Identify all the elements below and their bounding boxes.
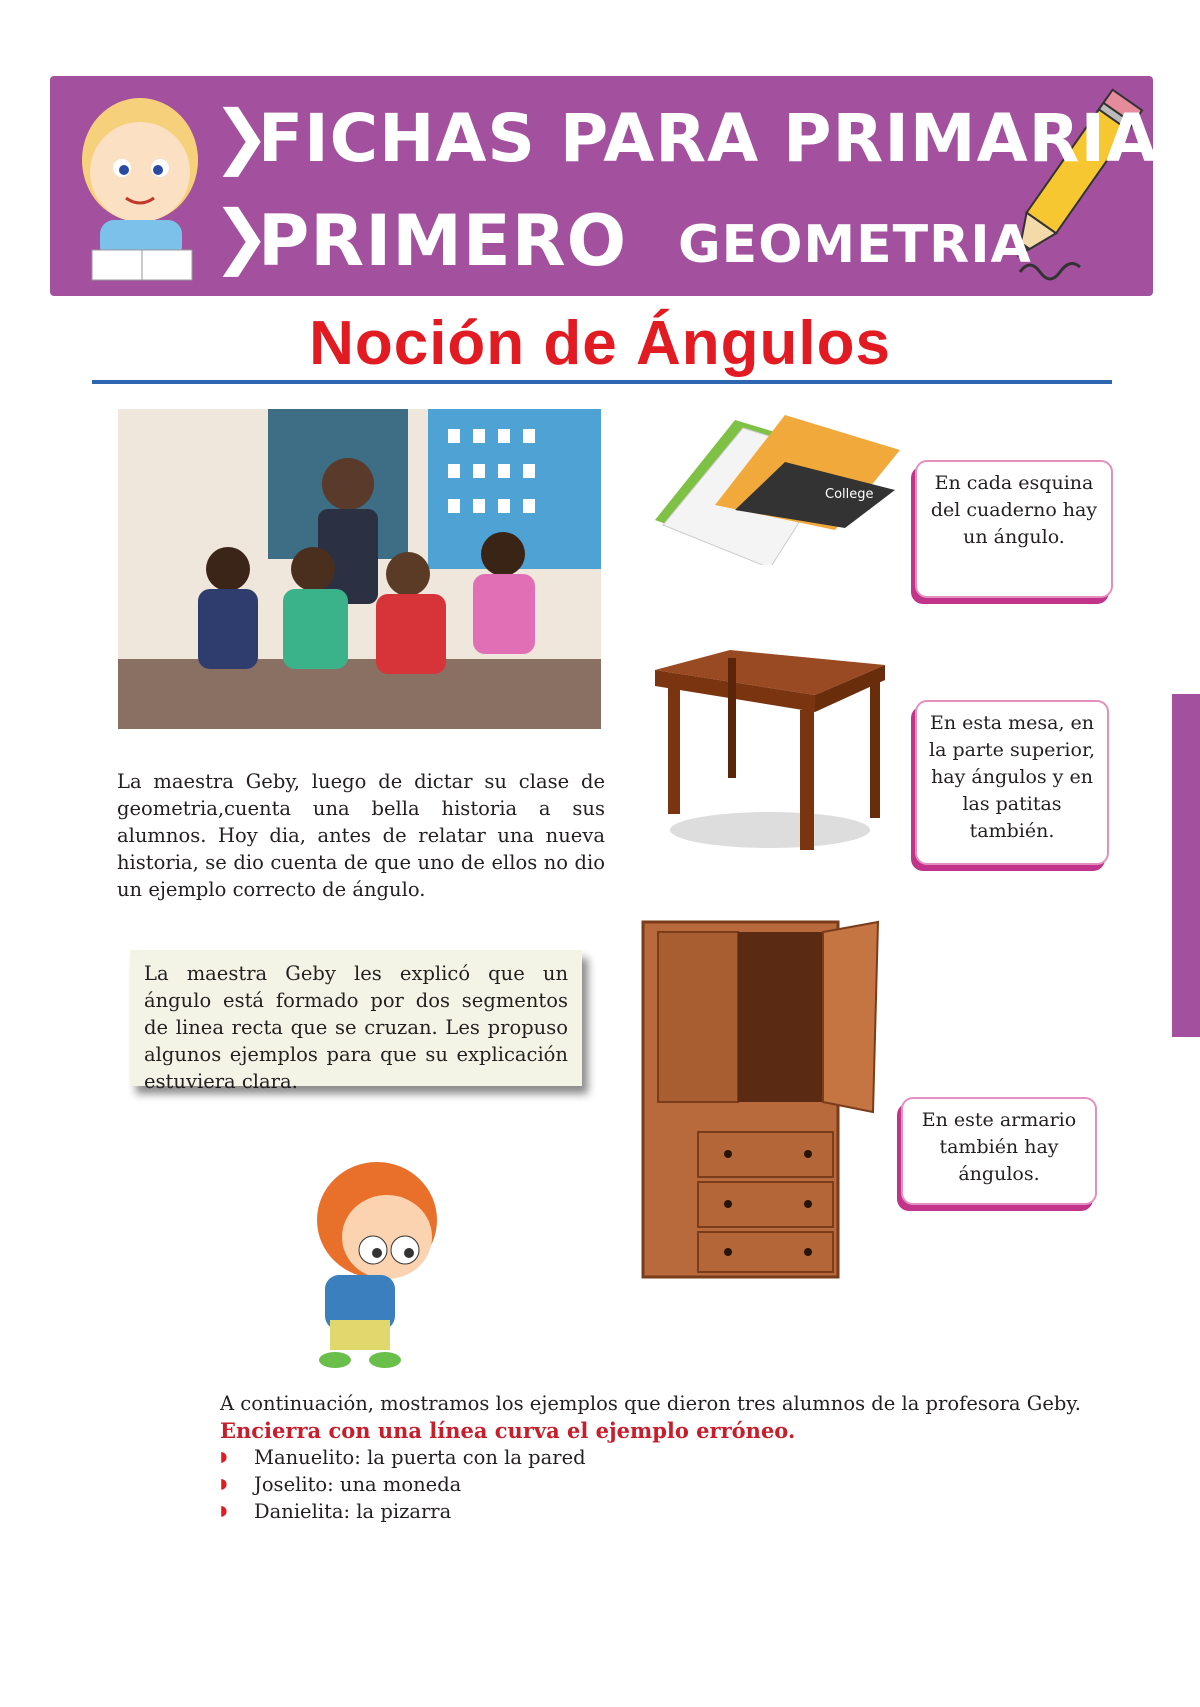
callout-table: En esta mesa, en la parte superior, hay ángulos y en las patitas también. <box>915 700 1109 865</box>
page-title: Noción de Ángulos <box>309 309 891 378</box>
list-item: ◗ Manuelito: la puerta con la pared <box>220 1446 586 1469</box>
bullet-icon: ◗ <box>220 1449 228 1465</box>
title-divider <box>92 380 1112 384</box>
boy-reading-illustration <box>52 80 222 295</box>
chevron-right-icon: ❯ <box>212 195 271 277</box>
wardrobe-image <box>638 912 883 1282</box>
callout-wardrobe: En este armario también hay ángulos. <box>901 1097 1097 1205</box>
side-tab <box>1172 694 1200 1037</box>
notebook-brand: College <box>825 487 874 502</box>
exercise-intro: A continuación, mostramos los ejemplos que dieron tres alumnos de la profesora Geby. <box>220 1392 1081 1415</box>
list-item: ◗ Joselito: una moneda <box>220 1473 462 1496</box>
notebook-image <box>655 410 900 565</box>
story-paragraph: La maestra Geby, luego de dictar su clase de geometria,cuenta una bella historia a sus alumnos. Hoy dia, antes de relatar una nueva historia, se dio cuenta de que uno de ellos no dio un ejemplo correcto de ángulo. <box>117 770 605 901</box>
callout-notebook: En cada esquina del cuaderno hay un ángulo. <box>915 460 1113 598</box>
banner-grade: PRIMERO <box>258 200 628 282</box>
bullet-icon: ◗ <box>220 1476 228 1492</box>
banner-subject: GEOMETRIA <box>678 215 1032 275</box>
bullet-icon: ◗ <box>220 1503 228 1519</box>
thinking-boy-illustration <box>305 1155 455 1370</box>
table-image <box>650 650 890 855</box>
classroom-photo <box>118 409 601 729</box>
chevron-right-icon: ❯ <box>212 95 271 177</box>
banner-title: FICHAS PARA PRIMARIA <box>258 100 1159 177</box>
list-item: ◗ Danielita: la pizarra <box>220 1500 452 1523</box>
exercise-instruction: Encierra con una línea curva el ejemplo erróneo. <box>220 1418 796 1443</box>
explanation-note: La maestra Geby les explicó que un ángulo está formado por dos segmentos de linea recta que se cruzan. Les propuso algunos ejemplos para que su explicación estuviera clara. <box>130 950 582 1086</box>
exercise-section <box>220 1390 1120 1525</box>
